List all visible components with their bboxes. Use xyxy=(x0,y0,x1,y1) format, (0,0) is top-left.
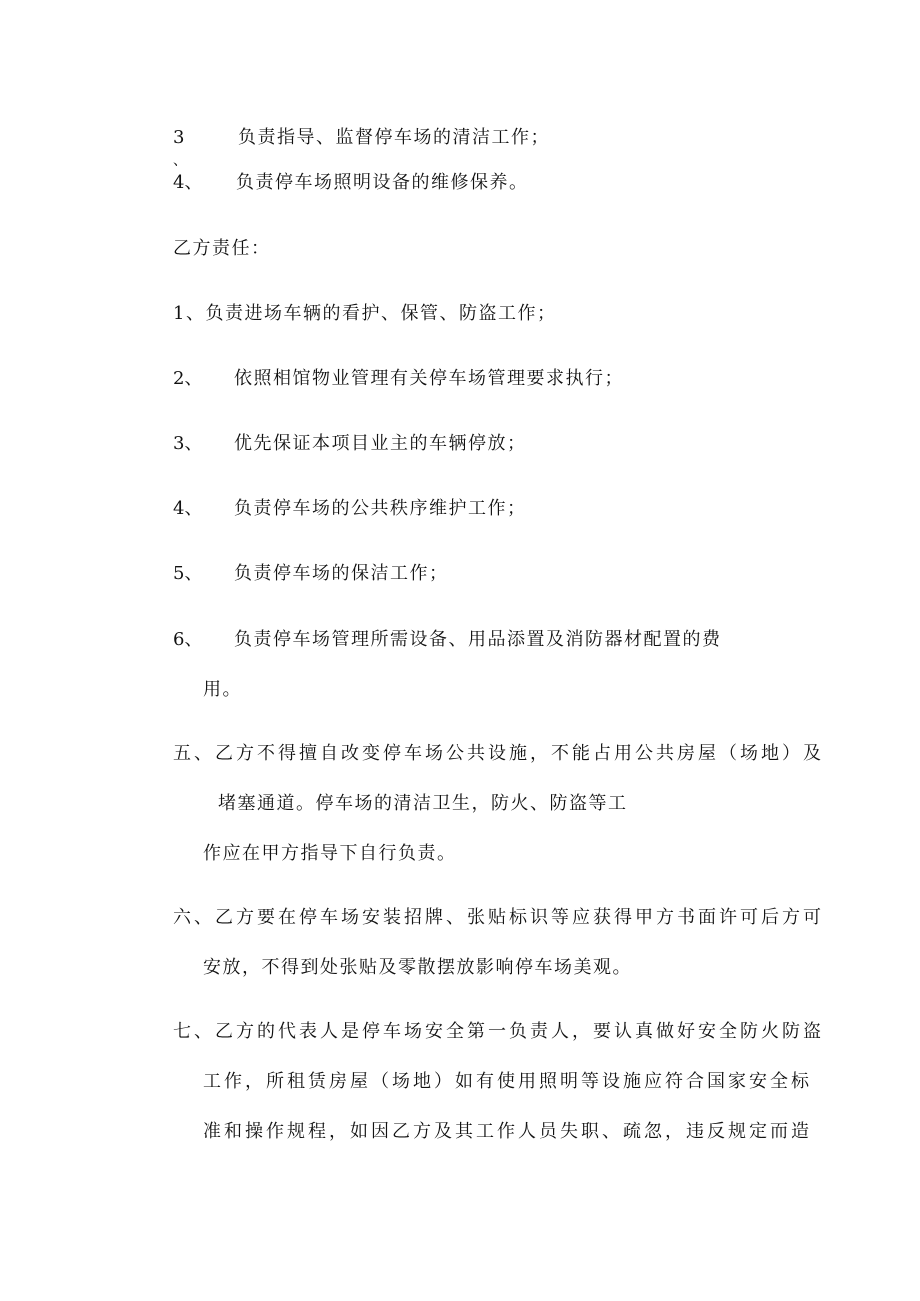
list-a-number-3: 3 xyxy=(173,127,185,148)
list-b-number-4: 4、 xyxy=(173,498,203,519)
clause-six-line-1: 六、乙方要在停车场安装招牌、张贴标识等应获得甲方书面许可后方可 xyxy=(173,907,824,928)
list-b-item-6-text: 负责停车场管理所需设备、用品添置及消防器材配置的费 xyxy=(234,629,722,650)
list-b-item-4-text: 负责停车场的公共秩序维护工作； xyxy=(234,498,527,519)
list-b-number-2: 2、 xyxy=(173,368,203,389)
clause-five-line-3: 作应在甲方指导下自行负责。 xyxy=(203,843,457,864)
clause-six-line-2: 安放，不得到处张贴及零散摆放影响停车场美观。 xyxy=(203,957,632,978)
list-b-item-5-text: 负责停车场的保洁工作； xyxy=(234,563,449,584)
list-a-number-4: 4、 xyxy=(173,172,203,193)
list-b-number-3: 3、 xyxy=(173,433,203,454)
list-b-item-2-text: 依照相馆物业管理有关停车场管理要求执行； xyxy=(234,368,624,389)
clause-seven-line-2: 工作，所租赁房屋（场地）如有使用照明等设施应符合国家安全标 xyxy=(203,1071,812,1092)
list-a-stray-mark: 、 xyxy=(173,153,187,169)
list-b-item-6-continuation: 用。 xyxy=(203,679,242,700)
list-b-item-3-text: 优先保证本项目业主的车辆停放； xyxy=(234,433,527,454)
list-a-item-3-text: 负责指导、监督停车场的清洁工作； xyxy=(238,127,550,148)
list-b-number-6: 6、 xyxy=(173,629,203,650)
clause-seven-line-3: 准和操作规程，如因乙方及其工作人员失职、疏忽，违反规定而造 xyxy=(203,1121,812,1142)
party-b-heading: 乙方责任： xyxy=(173,238,271,259)
clause-five-line-2: 堵塞通道。停车场的清洁卫生，防火、防盗等工 xyxy=(218,793,628,814)
list-b-item-1: 1、负责进场车辆的看护、保管、防盗工作； xyxy=(173,303,557,324)
list-b-number-5: 5、 xyxy=(173,563,203,584)
clause-five-line-1: 五、乙方不得擅自改变停车场公共设施，不能占用公共房屋（场地）及 xyxy=(173,743,824,764)
clause-seven-line-1: 七、乙方的代表人是停车场安全第一负责人，要认真做好安全防火防盗 xyxy=(173,1021,824,1042)
list-a-item-4-text: 负责停车场照明设备的维修保养。 xyxy=(236,172,529,193)
